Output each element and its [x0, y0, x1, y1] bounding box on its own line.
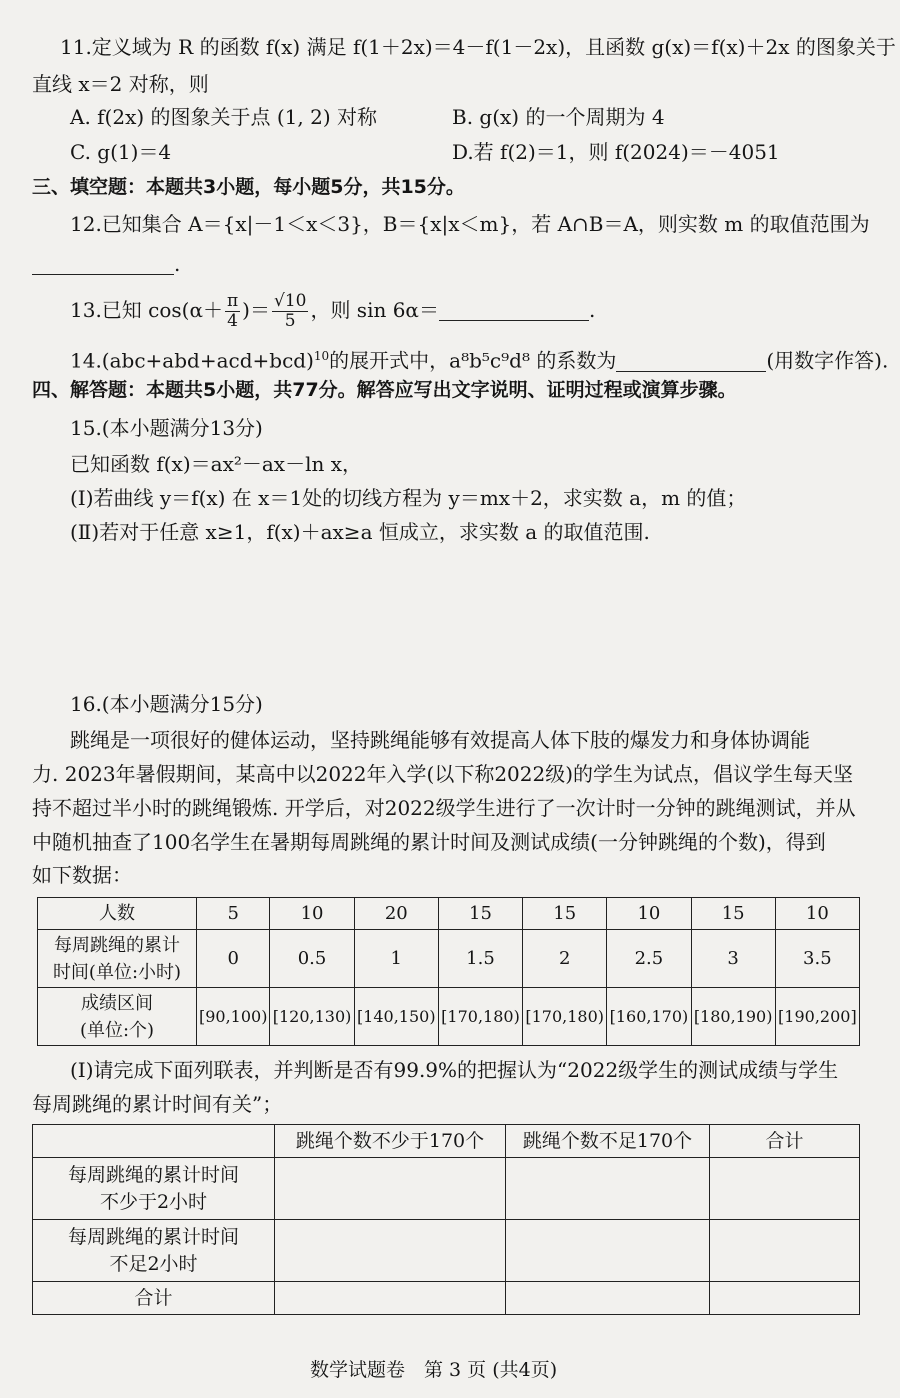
table-cell: 20: [354, 898, 438, 930]
q15-part1: (Ⅰ)若曲线 y＝f(x) 在 x＝1处的切线方程为 y＝mx＋2，求实数 a，m 的值；: [70, 486, 747, 510]
table-cell: 1: [354, 930, 438, 988]
q16-para2: 力. 2023年暑假期间，某高中以2022年入学(以下称2022级)的学生为试点，倡议学生每天坚: [32, 762, 854, 786]
q11-stem-line1: 11.定义域为 R 的函数 f(x) 满足 f(1＋2x)＝4－f(1－2x)，且函数 g(x)＝f(x)＋2x 的图象关于: [60, 35, 896, 59]
answer-cell[interactable]: [275, 1282, 506, 1315]
row-label: 人数: [38, 898, 197, 930]
pi-over-4-fraction: $\frac{\pi}{4}$: [226, 291, 239, 331]
q16-para5: 如下数据：: [32, 863, 132, 887]
table-cell: [170,180): [438, 988, 522, 1046]
contingency-table: [32, 1124, 860, 1315]
q12-line1: 12.已知集合 A＝{x|－1＜x＜3}，B＝{x|x＜m}，若 A∩B＝A，则实数 m 的取值范围为: [70, 212, 870, 236]
answer-cell[interactable]: [506, 1282, 710, 1315]
row-label: 每周跳绳的累计时间 不少于2小时: [33, 1158, 275, 1220]
section4-heading: 四、解答题：本题共5小题，共77分。解答应写出文字说明、证明过程或演算步骤。: [32, 379, 737, 401]
table-cell: [120,130): [270, 988, 354, 1046]
q11-option-d: D.若 f(2)＝1，则 f(2024)＝－4051: [452, 140, 780, 164]
table-cell: 15: [523, 898, 607, 930]
table-row-score: [38, 988, 860, 1046]
q16-part1-line2: 每周跳绳的累计时间有关”；: [32, 1092, 283, 1116]
answer-cell[interactable]: [710, 1282, 860, 1315]
q15-line1: 已知函数 f(x)＝ax²－ax－ln x，: [70, 452, 362, 476]
table-cell: 0.5: [270, 930, 354, 988]
page-footer: 数学试题卷 第 3 页 (共4页): [310, 1359, 558, 1381]
table-row-time: [38, 930, 860, 988]
data-table: [37, 897, 860, 1046]
table-cell: 2.5: [607, 930, 691, 988]
q16-para1: 跳绳是一项很好的健体运动，坚持跳绳能够有效提高人体下肢的爆发力和身体协调能: [70, 728, 810, 752]
table-row-count: [38, 898, 860, 930]
q13-answer-blank[interactable]: [439, 300, 589, 321]
sqrt10-over-5-fraction: $\frac{√10}{5}$: [273, 291, 307, 331]
section3-heading: 三、填空题：本题共3小题，每小题5分，共15分。: [32, 176, 465, 198]
table-cell: [140,150): [354, 988, 438, 1046]
table-row-total: [33, 1282, 860, 1315]
q15-title: 15.(本小题满分13分): [70, 416, 263, 440]
table-corner-cell: [33, 1125, 275, 1158]
answer-cell[interactable]: [710, 1158, 860, 1220]
table-cell: [170,180): [523, 988, 607, 1046]
column-header: 跳绳个数不足170个: [506, 1125, 710, 1158]
table-cell: 3: [691, 930, 775, 988]
table-cell: 10: [607, 898, 691, 930]
answer-cell[interactable]: [275, 1220, 506, 1282]
q11-option-c: C. g(1)＝4: [70, 140, 172, 164]
q13-line: 13.已知 cos(α＋ $\frac{\pi}{4}$ )＝ $\frac{√10}{5}$ ，则 sin 6α＝ .: [70, 291, 596, 331]
table-cell: 15: [438, 898, 522, 930]
table-cell: [90,100): [197, 988, 270, 1046]
q12-line2: .: [32, 250, 180, 278]
table-cell: [180,190): [691, 988, 775, 1046]
q11-option-b: B. g(x) 的一个周期为 4: [452, 105, 665, 129]
table-header-row: [33, 1125, 860, 1158]
table-cell: 5: [197, 898, 270, 930]
table-cell: 3.5: [775, 930, 859, 988]
q15-part2: (Ⅱ)若对于任意 x≥1，f(x)＋ax≥a 恒成立，求实数 a 的取值范围.: [70, 520, 650, 544]
table-cell: 10: [270, 898, 354, 930]
row-label: 每周跳绳的累计时间 不足2小时: [33, 1220, 275, 1282]
table-cell: 2: [523, 930, 607, 988]
answer-cell[interactable]: [506, 1220, 710, 1282]
answer-cell[interactable]: [506, 1158, 710, 1220]
q16-para3: 持不超过半小时的跳绳锻炼. 开学后，对2022级学生进行了一次计时一分钟的跳绳测试，并从: [32, 796, 856, 820]
column-header: 跳绳个数不少于170个: [275, 1125, 506, 1158]
table-cell: 0: [197, 930, 270, 988]
table-cell: [160,170): [607, 988, 691, 1046]
table-cell: 1.5: [438, 930, 522, 988]
row-label: 成绩区间 (单位:个): [38, 988, 197, 1046]
row-label: 合计: [33, 1282, 275, 1315]
column-header: 合计: [710, 1125, 860, 1158]
answer-cell[interactable]: [710, 1220, 860, 1282]
table-row: [33, 1158, 860, 1220]
table-cell: [190,200]: [775, 988, 859, 1046]
answer-cell[interactable]: [275, 1158, 506, 1220]
q16-part1-line1: (Ⅰ)请完成下面列联表，并判断是否有99.9%的把握认为“2022级学生的测试成绩与学生: [70, 1058, 839, 1082]
q11-stem-line2: 直线 x＝2 对称，则: [32, 72, 209, 96]
q16-para4: 中随机抽查了100名学生在暑期每周跳绳的累计时间及测试成绩(一分钟跳绳的个数)，得到: [32, 830, 826, 854]
table-cell: 10: [775, 898, 859, 930]
table-row: [33, 1220, 860, 1282]
row-label: 每周跳绳的累计 时间(单位:小时): [38, 930, 197, 988]
q16-title: 16.(本小题满分15分): [70, 692, 263, 716]
q14-line: $14.(abc+abd+acd+bcd)^{10}$的展开式中，a⁸b⁵c⁹d⁸ 的系数为 (用数字作答).: [70, 348, 889, 373]
q12-answer-blank[interactable]: [32, 254, 174, 275]
q11-option-a: A. f(2x) 的图象关于点 (1, 2) 对称: [70, 105, 378, 129]
q14-answer-blank[interactable]: [616, 351, 766, 372]
table-cell: 15: [691, 898, 775, 930]
